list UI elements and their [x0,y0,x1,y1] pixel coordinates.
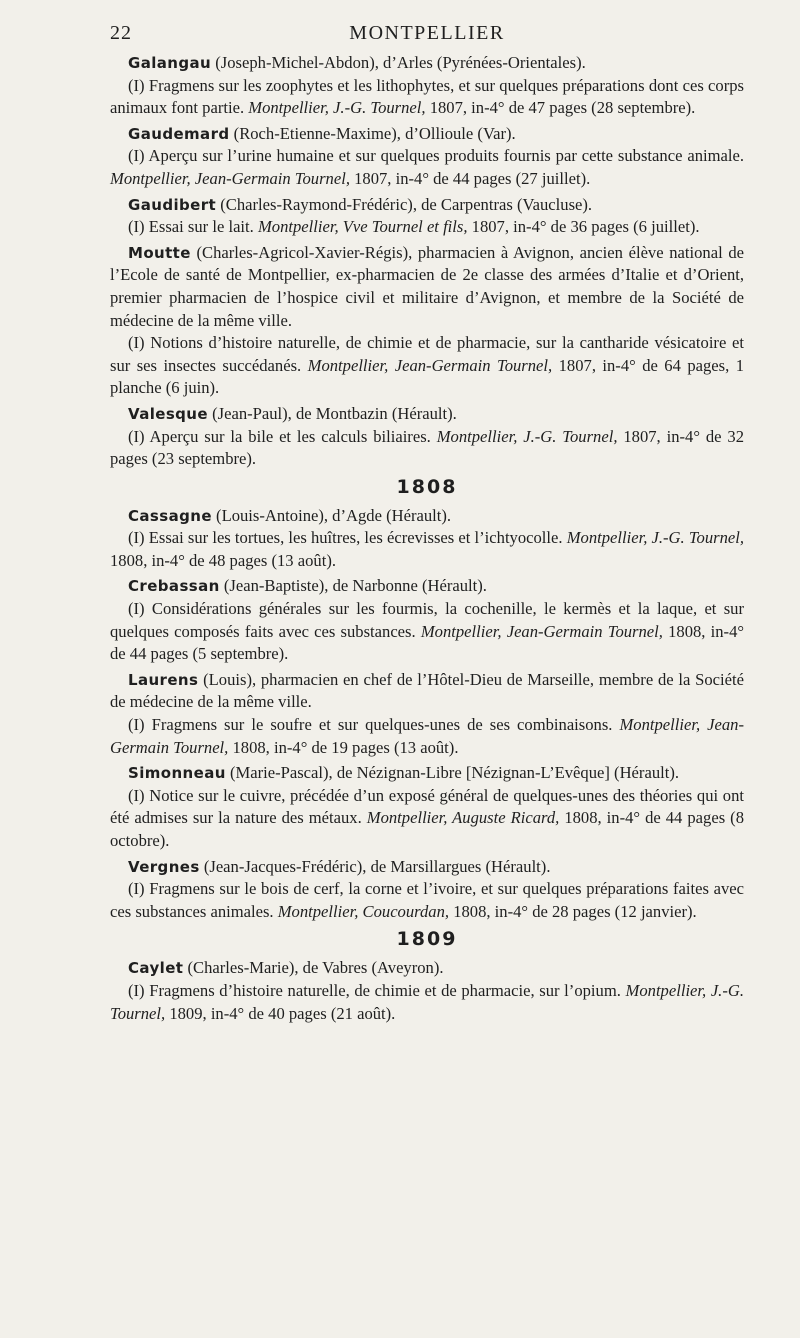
entry-simonneau [110,762,744,852]
work-title: (I) Essai sur le lait. [128,217,258,237]
entry-work [110,714,744,759]
running-title: MONTPELLIER [349,22,505,44]
author-name: Crebassan [128,577,220,596]
author-name: Galangau [128,54,212,72]
entry-heading [110,242,744,332]
entry-vergnes [110,856,744,924]
running-head [110,18,744,52]
work-title: (I) Aperçu sur l’urine humaine et sur quelques produits fournis par cette substance animale. [128,146,744,166]
author-details: (Charles-Raymond-Frédéric), de Carpentras (Vaucluse). [216,194,593,214]
entry-work [110,878,744,923]
entry-galangau [110,52,744,120]
work-imprint: Montpellier, Jean-Germain Tournel, [110,715,744,757]
work-details: 1807, in-4° de 64 pages, 1 planche (6 juin). [110,355,745,398]
work-imprint: Montpellier, Auguste Ricard, [366,808,560,828]
entry-heading [110,123,744,146]
entry-heading [110,194,744,217]
author-details: (Roch-Etienne-Maxime), d’Ollioule (Var). [229,123,516,143]
entry-heading [110,669,744,714]
work-details: 1809, in-4° de 40 pages (21 août). [165,1003,396,1023]
work-title: (I) Notions d’histoire naturelle, de chimie et de pharmacie, sur la cantharide vésicatoire et sur ses insectes succédanés. [110,333,744,375]
author-details: (Joseph-Michel-Abdon), d’Arles (Pyrénées-Orientales). [211,53,586,72]
work-details: 1807, in-4° de 36 pages (6 juillet). [467,217,700,237]
entry-heading [110,957,744,980]
author-name: Valesque [128,404,208,423]
work-imprint: Montpellier, Jean-Germain Tournel, [420,621,663,641]
author-name: Caylet [128,959,184,978]
entry-work [110,216,744,239]
work-title: (I) Fragmens d’histoire naturelle, de chimie et de pharmacie, sur l’opium. [128,980,626,1000]
author-details: (Jean-Paul), de Montbazin (Hérault). [207,403,457,423]
entry-work [110,332,744,400]
entry-cassagne [110,505,744,573]
work-details: 1807, in-4° de 32 pages (23 septembre). [110,426,744,469]
author-details: (Louis-Antoine), d’Agde (Hérault). [211,505,452,525]
entry-gaudibert [110,194,744,239]
year-heading-1809: 1809 [396,928,458,951]
entry-work [110,980,744,1025]
work-details: 1808, in-4° de 28 pages (12 janvier). [449,901,697,921]
work-title: (I) Notice sur le cuivre, précédée d’un exposé général de quelques-unes des théories qui ont été admises sur la nature des métaux. [110,785,744,828]
work-details: 1808, in-4° de 19 pages (13 août). [228,737,459,757]
entry-work [110,785,744,853]
work-imprint: Montpellier, Coucourdan, [277,901,450,921]
work-imprint: Montpellier, J.-G. Tournel, [436,426,618,446]
work-title: (I) Essai sur les tortues, les huîtres, les écrevisses et l’ichtyocolle. [128,528,567,548]
work-imprint: Montpellier, J.-G. Tournel, [248,98,426,118]
work-details: 1807, in-4° de 47 pages (28 septembre). [425,98,696,118]
author-name: Vergnes [128,857,200,876]
year-heading-1808: 1808 [396,475,458,498]
author-details: (Jean-Jacques-Frédéric), de Marsillargues (Hérault). [199,856,551,876]
work-details: 1808, in-4° de 44 pages (5 septembre). [110,621,745,664]
entry-heading [110,52,744,75]
entry-caylet [110,957,744,1025]
work-title: (I) Fragmens sur les zoophytes et les lithophytes, et sur quelques préparations dont ces corps animaux font partie. [110,75,744,118]
author-name: Gaudibert [128,195,217,214]
entry-work [110,527,744,572]
entry-crebassan [110,575,744,665]
entry-heading [110,762,744,785]
entry-work [110,426,744,471]
work-imprint: Montpellier, Jean-Germain Tournel, [110,168,350,188]
author-details: (Louis), pharmacien en chef de l’Hôtel-Dieu de Marseille, membre de la Société de médecine de la même ville. [110,669,744,712]
author-details: (Marie-Pascal), de Nézignan-Libre [Nézignan-L’Evêque] (Hérault). [225,763,680,783]
entry-work [110,75,744,120]
work-title: (I) Aperçu sur la bile et les calculs biliaires. [128,426,437,446]
author-name: Laurens [128,670,199,689]
work-title: (I) Considérations générales sur les fourmis, la cochenille, le kermès et la laque, et sur quelques composés faits avec ces substances. [110,599,744,641]
work-details: 1807, in-4° de 44 pages (27 juillet). [349,168,591,188]
work-imprint: Montpellier, Vve Tournel et fils, [257,217,468,237]
entry-work [110,598,744,666]
author-details: (Charles-Agricol-Xavier-Régis), pharmacien à Avignon, ancien élève national de l’Ecole de santé de Montpellier, ex-pharmacien de 2e classe des armées d’Italie et d’Orient, premier pharmacien de l’hospice civil et militaire d’Avignon, et membre de la Société de médecine de la même ville. [110,242,744,330]
entry-moutte [110,242,744,400]
entry-heading [110,856,744,879]
author-details: (Jean-Baptiste), de Narbonne (Hérault). [219,576,487,596]
entry-gaudemard [110,123,744,191]
author-name: Moutte [128,243,191,262]
page-number: 22 [110,22,132,44]
entry-heading [110,403,744,426]
entry-work [110,145,744,190]
work-title: (I) Fragmens sur le bois de cerf, la corne et l’ivoire, et sur quelques préparations faites avec ces substances animales. [110,879,744,921]
entry-heading [110,575,744,598]
author-name: Simonneau [128,764,226,783]
work-imprint: Montpellier, J.-G. Tournel, [566,528,744,548]
work-imprint: Montpellier, J.-G. Tournel, [110,980,744,1023]
author-name: Cassagne [128,506,212,525]
entry-laurens [110,669,744,759]
author-name: Gaudemard [128,124,230,143]
work-imprint: Montpellier, Jean-Germain Tournel, [307,355,553,375]
work-details: 1808, in-4° de 48 pages (13 août). [110,550,336,570]
work-details: 1808, in-4° de 44 pages (8 octobre). [110,808,744,850]
entry-valesque [110,403,744,471]
work-title: (I) Fragmens sur le soufre et sur quelques-unes de ses combinaisons. [128,715,620,735]
entry-heading [110,505,744,528]
author-details: (Charles-Marie), de Vabres (Aveyron). [183,958,444,978]
